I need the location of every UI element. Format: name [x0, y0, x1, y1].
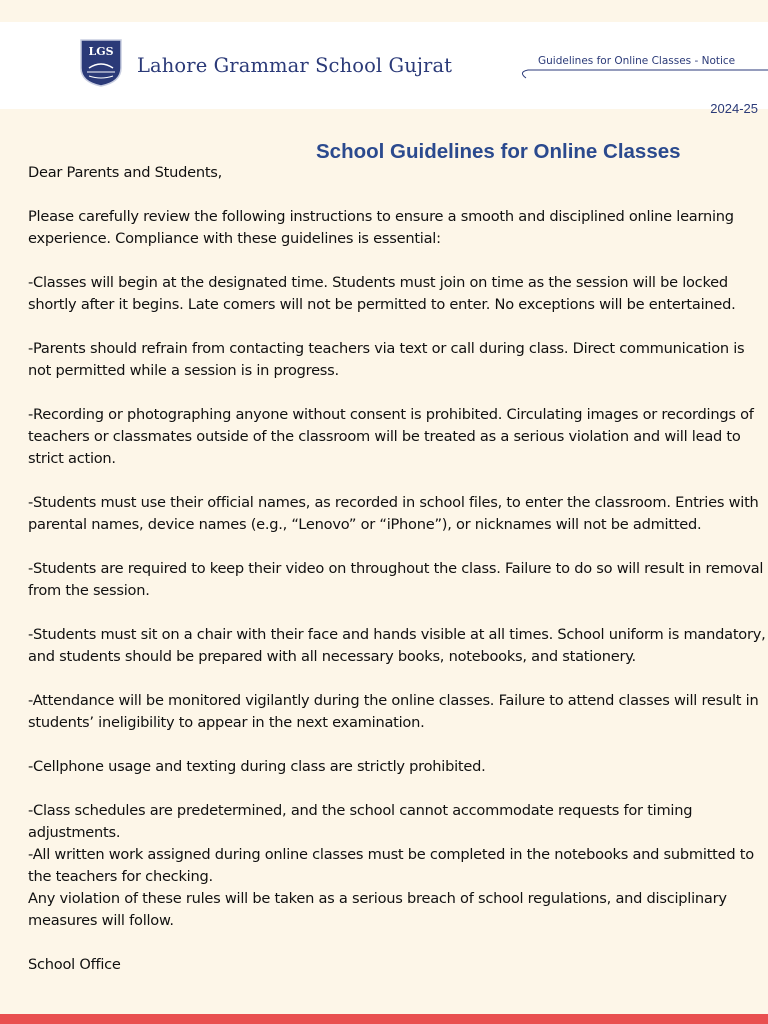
- notice-body: [28, 162, 768, 976]
- footer-bar: [0, 1014, 768, 1024]
- rule-item: -Class schedules are predetermined, and the school cannot accommodate requests for timing adjustments.: [28, 802, 693, 841]
- rule-item: -Students must use their official names, as recorded in school files, to enter the classroom. Entries with parental names, device names (e.g., “Lenovo” or “iPhone”), or nicknames will not be admitted.: [28, 494, 759, 533]
- rule-item: -All written work assigned during online classes must be completed in the notebooks and submitted to the teachers for checking.: [28, 846, 754, 885]
- top-strip: [0, 0, 768, 22]
- letterhead: [0, 22, 768, 109]
- school-crest-icon: [79, 38, 123, 88]
- rule-item: -Students must sit on a chair with their face and hands visible at all times. School uniform is mandatory, and students should be prepared with all necessary books, notebooks, and stationery.: [28, 626, 766, 665]
- closing-paragraph: Any violation of these rules will be taken as a serious breach of school regulations, and disciplinary measures will follow.: [28, 890, 727, 929]
- school-name: Lahore Grammar School Gujrat: [137, 54, 453, 77]
- rule-item: -Attendance will be monitored vigilantly during the online classes. Failure to attend classes will result in students’ ineligibility to appear in the next examination.: [28, 692, 759, 731]
- rule-item: -Cellphone usage and texting during class are strictly prohibited.: [28, 758, 486, 775]
- rule-item: -Recording or photographing anyone without consent is prohibited. Circulating images or recordings of teachers or classmates outside of the classroom will be treated as a serious violation and will lead to strict action.: [28, 406, 754, 467]
- rule-item: -Parents should refrain from contacting teachers via text or call during class. Direct communication is not permitted while a session is in progress.: [28, 340, 745, 379]
- academic-year: 2024-25: [710, 101, 758, 116]
- page-title: School Guidelines for Online Classes: [316, 140, 681, 163]
- rule-item: -Students are required to keep their video on throughout the class. Failure to do so will result in removal from the session.: [28, 560, 764, 599]
- salutation: Dear Parents and Students,: [28, 164, 223, 181]
- svg-text:LGS: LGS: [88, 45, 114, 58]
- signature: School Office: [28, 956, 121, 973]
- rule-item: -Classes will begin at the designated time. Students must join on time as the session will be locked shortly after it begins. Late comers will not be permitted to enter. No exceptions will be entertained.: [28, 274, 736, 313]
- intro-paragraph: Please carefully review the following instructions to ensure a smooth and disciplined online learning experience. Compliance with these guidelines is essential:: [28, 208, 734, 247]
- notice-tag: Guidelines for Online Classes - Notice: [538, 55, 736, 67]
- notice-underline: [516, 66, 768, 84]
